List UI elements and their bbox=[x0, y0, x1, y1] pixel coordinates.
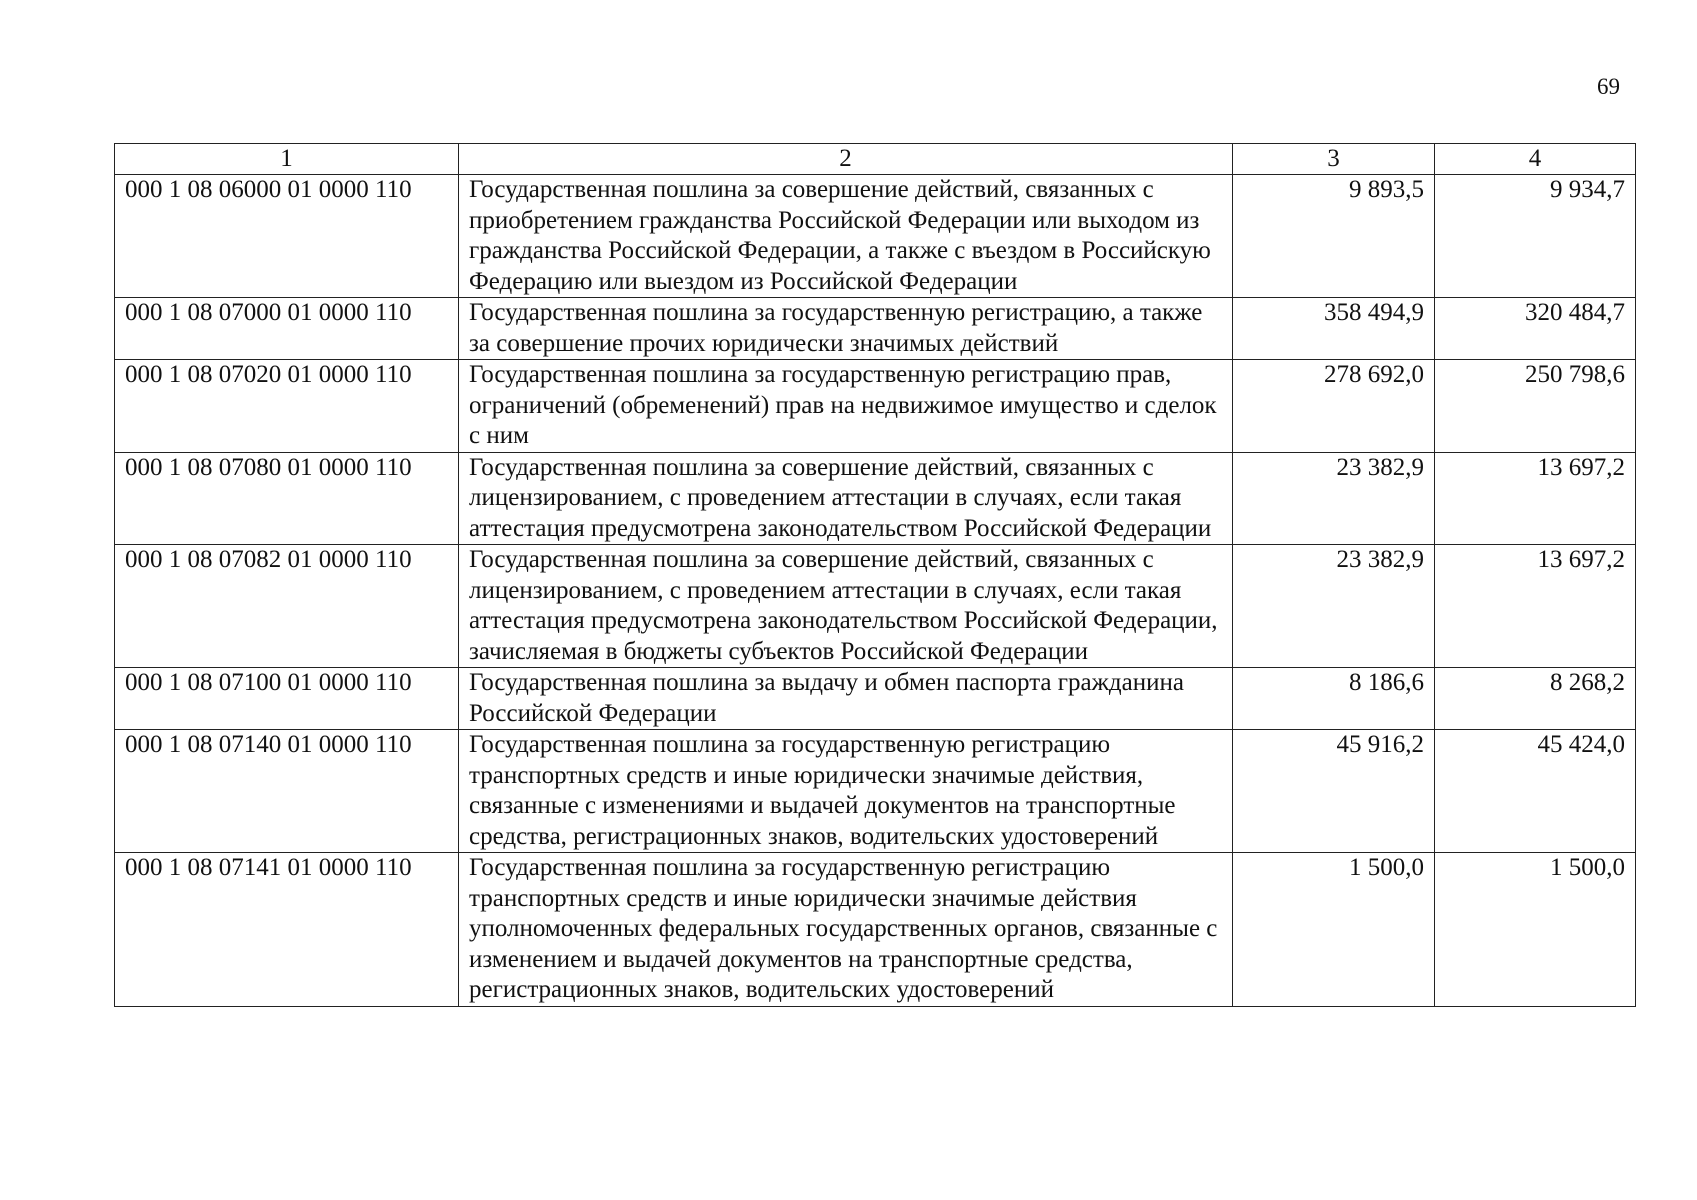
value-col4-cell: 13 697,2 bbox=[1435, 452, 1636, 545]
page-number: 69 bbox=[1597, 74, 1620, 99]
value-col3-cell: 23 382,9 bbox=[1233, 452, 1435, 545]
revenue-name-cell: Государственная пошлина за государственную регистрацию прав, ограничений (обременений) прав на недвижимое имущество и сделок с ним bbox=[459, 360, 1233, 453]
revenue-name-cell: Государственная пошлина за государственную регистрацию транспортных средств и иные юридически значимые действия уполномоченных федеральных государственных органов, связанные с изменением и выдачей документов на транспортные средства, регистрационных знаков, водительских удостоверений bbox=[459, 853, 1233, 1007]
budget-code-cell: 000 1 08 07082 01 0000 110 bbox=[115, 545, 459, 668]
table-row bbox=[115, 360, 1636, 453]
value-col3-cell: 278 692,0 bbox=[1233, 360, 1435, 453]
budget-code-cell: 000 1 08 07140 01 0000 110 bbox=[115, 730, 459, 853]
column-header-3: 3 bbox=[1233, 144, 1435, 175]
value-col4-cell: 1 500,0 bbox=[1435, 853, 1636, 1007]
revenue-name-cell: Государственная пошлина за совершение действий, связанных с лицензированием, с проведением аттестации в случаях, если такая аттестация предусмотрена законодательством Российской Федерации bbox=[459, 452, 1233, 545]
table-row bbox=[115, 452, 1636, 545]
table-header-row bbox=[115, 144, 1636, 175]
value-col4-cell: 250 798,6 bbox=[1435, 360, 1636, 453]
revenue-table bbox=[114, 143, 1636, 1007]
table-row bbox=[115, 545, 1636, 668]
budget-code-cell: 000 1 08 07020 01 0000 110 bbox=[115, 360, 459, 453]
column-header-1: 1 bbox=[115, 144, 459, 175]
budget-code-cell: 000 1 08 07080 01 0000 110 bbox=[115, 452, 459, 545]
revenue-name-cell: Государственная пошлина за государственную регистрацию транспортных средств и иные юридически значимые действия, связанные с изменениями и выдачей документов на транспортные средства, регистрационных знаков, водительских удостоверений bbox=[459, 730, 1233, 853]
value-col4-cell: 45 424,0 bbox=[1435, 730, 1636, 853]
revenue-name-cell: Государственная пошлина за совершение действий, связанных с лицензированием, с проведением аттестации в случаях, если такая аттестация предусмотрена законодательством Российской Федерации, зачисляемая в бюджеты субъектов Российской Федерации bbox=[459, 545, 1233, 668]
budget-code-cell: 000 1 08 07000 01 0000 110 bbox=[115, 298, 459, 360]
budget-code-cell: 000 1 08 07141 01 0000 110 bbox=[115, 853, 459, 1007]
value-col3-cell: 9 893,5 bbox=[1233, 175, 1435, 298]
value-col3-cell: 1 500,0 bbox=[1233, 853, 1435, 1007]
column-header-4: 4 bbox=[1435, 144, 1636, 175]
table-row bbox=[115, 853, 1636, 1007]
value-col3-cell: 23 382,9 bbox=[1233, 545, 1435, 668]
table-row bbox=[115, 668, 1636, 730]
table-row bbox=[115, 175, 1636, 298]
revenue-name-cell: Государственная пошлина за государственную регистрацию, а также за совершение прочих юридически значимых действий bbox=[459, 298, 1233, 360]
budget-code-cell: 000 1 08 06000 01 0000 110 bbox=[115, 175, 459, 298]
revenue-name-cell: Государственная пошлина за выдачу и обмен паспорта гражданина Российской Федерации bbox=[459, 668, 1233, 730]
revenue-name-cell: Государственная пошлина за совершение действий, связанных с приобретением гражданства Российской Федерации или выходом из гражданства Российской Федерации, а также с въездом в Российскую Федерацию или выездом из Российской Федерации bbox=[459, 175, 1233, 298]
value-col4-cell: 13 697,2 bbox=[1435, 545, 1636, 668]
value-col4-cell: 320 484,7 bbox=[1435, 298, 1636, 360]
table-row bbox=[115, 730, 1636, 853]
value-col4-cell: 9 934,7 bbox=[1435, 175, 1636, 298]
table-row bbox=[115, 298, 1636, 360]
value-col3-cell: 358 494,9 bbox=[1233, 298, 1435, 360]
budget-code-cell: 000 1 08 07100 01 0000 110 bbox=[115, 668, 459, 730]
column-header-2: 2 bbox=[459, 144, 1233, 175]
value-col4-cell: 8 268,2 bbox=[1435, 668, 1636, 730]
value-col3-cell: 45 916,2 bbox=[1233, 730, 1435, 853]
value-col3-cell: 8 186,6 bbox=[1233, 668, 1435, 730]
